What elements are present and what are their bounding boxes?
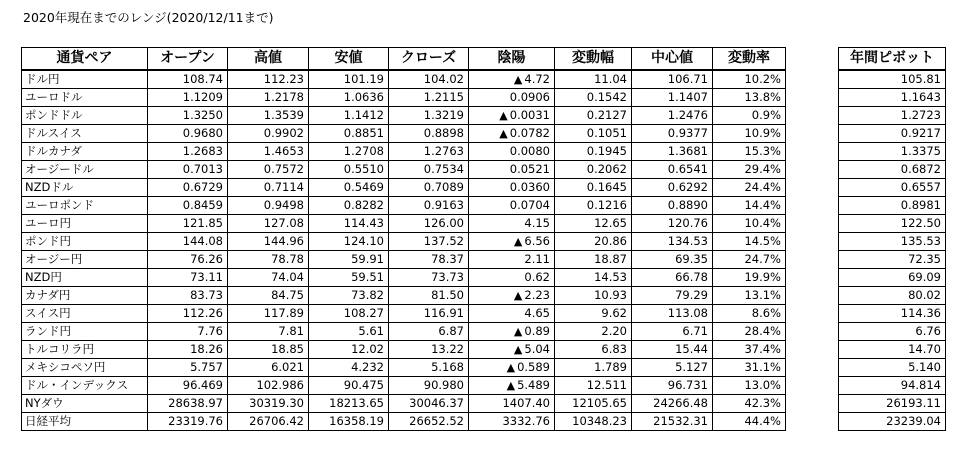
high-cell: 7.81 — [228, 322, 309, 340]
diff-value: 0.0360 — [509, 179, 550, 194]
pair-cell: ユーロポンド — [22, 196, 148, 214]
diff-value: 0.89 — [524, 323, 550, 338]
center-cell: 113.08 — [632, 304, 713, 322]
open-cell: 144.08 — [148, 232, 228, 250]
open-cell: 28638.97 — [148, 394, 228, 412]
table-row — [22, 70, 786, 89]
low-cell: 4.232 — [309, 358, 389, 376]
diff-cell — [469, 322, 555, 340]
close-cell: 1.2115 — [389, 88, 469, 106]
center-cell: 24266.48 — [632, 394, 713, 412]
close-cell: 6.87 — [389, 322, 469, 340]
pivot-row — [839, 88, 946, 106]
range-cell: 14.53 — [555, 268, 632, 286]
pivot-cell: 80.02 — [839, 286, 946, 304]
rate-cell: 14.5% — [713, 232, 786, 250]
rate-cell: 13.1% — [713, 286, 786, 304]
low-cell: 90.475 — [309, 376, 389, 394]
header-row — [22, 48, 786, 70]
low-cell: 1.2708 — [309, 142, 389, 160]
low-cell: 5.61 — [309, 322, 389, 340]
center-cell: 134.53 — [632, 232, 713, 250]
diff-cell — [469, 142, 555, 160]
diff-cell — [469, 178, 555, 196]
diff-value: 6.56 — [524, 233, 550, 248]
up-triangle-icon: ▲ — [513, 72, 523, 86]
close-cell: 0.7534 — [389, 160, 469, 178]
table-row — [22, 358, 786, 376]
pivot-table — [838, 47, 946, 431]
diff-value: 2.23 — [524, 287, 550, 302]
pair-cell: ポンドドル — [22, 106, 148, 124]
open-cell: 1.3250 — [148, 106, 228, 124]
up-triangle-icon: ▲ — [513, 324, 523, 338]
rate-cell: 14.4% — [713, 196, 786, 214]
diff-value: 0.589 — [517, 359, 550, 374]
rate-cell: 15.3% — [713, 142, 786, 160]
pivot-row — [839, 340, 946, 358]
pivot-cell: 122.50 — [839, 214, 946, 232]
center-cell: 0.8890 — [632, 196, 713, 214]
diff-value: 1407.40 — [502, 395, 550, 410]
open-cell: 0.6729 — [148, 178, 228, 196]
diff-cell — [469, 286, 555, 304]
pivot-cell: 1.3375 — [839, 142, 946, 160]
page-title: 2020年現在までのレンジ(2020/12/11まで) — [23, 10, 274, 25]
center-cell: 66.78 — [632, 268, 713, 286]
pivot-cell: 14.70 — [839, 340, 946, 358]
table-row — [22, 412, 786, 430]
open-cell: 112.26 — [148, 304, 228, 322]
open-cell: 1.2683 — [148, 142, 228, 160]
col-header-rate: 変動率 — [713, 48, 786, 70]
up-triangle-icon: ▲ — [513, 234, 523, 248]
pair-cell: ユーロドル — [22, 88, 148, 106]
pivot-row — [839, 232, 946, 250]
open-cell: 0.9680 — [148, 124, 228, 142]
close-cell: 0.8898 — [389, 124, 469, 142]
high-cell: 112.23 — [228, 70, 309, 89]
center-cell: 69.35 — [632, 250, 713, 268]
center-cell: 0.6292 — [632, 178, 713, 196]
close-cell: 116.91 — [389, 304, 469, 322]
diff-value: 4.72 — [524, 71, 550, 86]
diff-value: 5.489 — [517, 377, 550, 392]
diff-value: 2.11 — [524, 251, 550, 266]
low-cell: 1.1412 — [309, 106, 389, 124]
open-cell: 23319.76 — [148, 412, 228, 430]
pivot-row — [839, 250, 946, 268]
rate-cell: 37.4% — [713, 340, 786, 358]
diff-cell — [469, 214, 555, 232]
center-cell: 1.2476 — [632, 106, 713, 124]
high-cell: 18.85 — [228, 340, 309, 358]
rate-cell: 24.7% — [713, 250, 786, 268]
close-cell: 104.02 — [389, 70, 469, 89]
range-cell: 6.83 — [555, 340, 632, 358]
center-cell: 106.71 — [632, 70, 713, 89]
pair-cell: ドルカナダ — [22, 142, 148, 160]
pair-cell: オージー円 — [22, 250, 148, 268]
diff-value: 4.15 — [524, 215, 550, 230]
pivot-row — [839, 358, 946, 376]
pivot-row — [839, 70, 946, 89]
diff-cell — [469, 358, 555, 376]
pivot-cell: 5.140 — [839, 358, 946, 376]
table-row — [22, 394, 786, 412]
open-cell: 0.7013 — [148, 160, 228, 178]
pivot-cell: 1.1643 — [839, 88, 946, 106]
close-cell: 30046.37 — [389, 394, 469, 412]
open-cell: 7.76 — [148, 322, 228, 340]
diff-cell — [469, 376, 555, 394]
pair-cell: ドル・インデックス — [22, 376, 148, 394]
table-row — [22, 250, 786, 268]
table-row — [22, 196, 786, 214]
low-cell: 124.10 — [309, 232, 389, 250]
low-cell: 16358.19 — [309, 412, 389, 430]
col-header-pair: 通貨ペア — [22, 48, 148, 70]
range-cell: 0.1542 — [555, 88, 632, 106]
high-cell: 6.021 — [228, 358, 309, 376]
low-cell: 59.51 — [309, 268, 389, 286]
diff-value: 0.0782 — [509, 125, 550, 140]
diff-cell — [469, 340, 555, 358]
low-cell: 18213.65 — [309, 394, 389, 412]
diff-value: 0.62 — [524, 269, 550, 284]
rate-cell: 8.6% — [713, 304, 786, 322]
table-row — [22, 142, 786, 160]
range-cell: 0.1945 — [555, 142, 632, 160]
pivot-row — [839, 160, 946, 178]
table-row — [22, 304, 786, 322]
low-cell: 73.82 — [309, 286, 389, 304]
pivot-cell: 0.8981 — [839, 196, 946, 214]
low-cell: 12.02 — [309, 340, 389, 358]
high-cell: 84.75 — [228, 286, 309, 304]
close-cell: 1.2763 — [389, 142, 469, 160]
close-cell: 0.7089 — [389, 178, 469, 196]
rate-cell: 0.9% — [713, 106, 786, 124]
range-cell: 18.87 — [555, 250, 632, 268]
col-header-high: 高値 — [228, 48, 309, 70]
low-cell: 114.43 — [309, 214, 389, 232]
range-cell: 1.789 — [555, 358, 632, 376]
pivot-row — [839, 268, 946, 286]
col-header-low: 安値 — [309, 48, 389, 70]
rate-cell: 13.0% — [713, 376, 786, 394]
pair-cell: ユーロ円 — [22, 214, 148, 232]
pivot-cell: 0.6872 — [839, 160, 946, 178]
range-cell: 12.65 — [555, 214, 632, 232]
low-cell: 0.8282 — [309, 196, 389, 214]
col-header-center: 中心値 — [632, 48, 713, 70]
range-cell: 9.62 — [555, 304, 632, 322]
pivot-cell: 6.76 — [839, 322, 946, 340]
pivot-cell: 94.814 — [839, 376, 946, 394]
range-cell: 20.86 — [555, 232, 632, 250]
pivot-row — [839, 394, 946, 412]
range-cell: 10348.23 — [555, 412, 632, 430]
high-cell: 1.3539 — [228, 106, 309, 124]
open-cell: 18.26 — [148, 340, 228, 358]
diff-value: 0.0080 — [509, 143, 550, 158]
open-cell: 96.469 — [148, 376, 228, 394]
pair-cell: ドルスイス — [22, 124, 148, 142]
table-row — [22, 376, 786, 394]
open-cell: 83.73 — [148, 286, 228, 304]
up-triangle-icon: ▲ — [499, 108, 508, 122]
diff-value: 0.0906 — [509, 89, 550, 104]
close-cell: 81.50 — [389, 286, 469, 304]
close-cell: 90.980 — [389, 376, 469, 394]
high-cell: 74.04 — [228, 268, 309, 286]
rate-cell: 29.4% — [713, 160, 786, 178]
low-cell: 0.5469 — [309, 178, 389, 196]
table-row — [22, 178, 786, 196]
high-cell: 102.986 — [228, 376, 309, 394]
rate-cell: 10.2% — [713, 70, 786, 89]
high-cell: 78.78 — [228, 250, 309, 268]
open-cell: 5.757 — [148, 358, 228, 376]
diff-cell — [469, 250, 555, 268]
pivot-row — [839, 178, 946, 196]
col-header-close: クローズ — [389, 48, 469, 70]
open-cell: 76.26 — [148, 250, 228, 268]
range-cell: 0.1051 — [555, 124, 632, 142]
diff-cell — [469, 394, 555, 412]
pivot-cell: 26193.11 — [839, 394, 946, 412]
pivot-row — [839, 304, 946, 322]
pair-cell: NZD円 — [22, 268, 148, 286]
close-cell: 5.168 — [389, 358, 469, 376]
pivot-cell: 0.6557 — [839, 178, 946, 196]
pair-cell: ドル円 — [22, 70, 148, 89]
rate-cell: 44.4% — [713, 412, 786, 430]
pair-cell: 日経平均 — [22, 412, 148, 430]
pivot-row — [839, 412, 946, 430]
pair-cell: トルコリラ円 — [22, 340, 148, 358]
rate-cell: 13.8% — [713, 88, 786, 106]
pivot-cell: 135.53 — [839, 232, 946, 250]
center-cell: 15.44 — [632, 340, 713, 358]
diff-cell — [469, 232, 555, 250]
pair-cell: ポンド円 — [22, 232, 148, 250]
high-cell: 117.89 — [228, 304, 309, 322]
up-triangle-icon: ▲ — [513, 288, 523, 302]
diff-value: 0.0521 — [509, 161, 550, 176]
up-triangle-icon: ▲ — [506, 378, 516, 392]
high-cell: 0.7572 — [228, 160, 309, 178]
center-cell: 96.731 — [632, 376, 713, 394]
low-cell: 59.91 — [309, 250, 389, 268]
diff-value: 5.04 — [524, 341, 550, 356]
diff-cell — [469, 88, 555, 106]
diff-cell — [469, 268, 555, 286]
pivot-cell: 0.9217 — [839, 124, 946, 142]
pivot-row — [839, 214, 946, 232]
pivot-row — [839, 286, 946, 304]
pivot-row — [839, 196, 946, 214]
diff-cell — [469, 412, 555, 430]
center-cell: 79.29 — [632, 286, 713, 304]
table-row — [22, 340, 786, 358]
pivot-cell: 23239.04 — [839, 412, 946, 430]
col-header-pivot: 年間ピボット — [839, 48, 946, 70]
pivot-cell: 69.09 — [839, 268, 946, 286]
center-cell: 1.3681 — [632, 142, 713, 160]
up-triangle-icon: ▲ — [506, 360, 516, 374]
close-cell: 73.73 — [389, 268, 469, 286]
low-cell: 108.27 — [309, 304, 389, 322]
high-cell: 30319.30 — [228, 394, 309, 412]
open-cell: 73.11 — [148, 268, 228, 286]
close-cell: 78.37 — [389, 250, 469, 268]
rate-cell: 10.9% — [713, 124, 786, 142]
close-cell: 1.3219 — [389, 106, 469, 124]
table-row — [22, 106, 786, 124]
pivot-cell: 105.81 — [839, 70, 946, 89]
center-cell: 6.71 — [632, 322, 713, 340]
high-cell: 26706.42 — [228, 412, 309, 430]
diff-value: 0.0031 — [509, 107, 550, 122]
diff-cell — [469, 124, 555, 142]
range-cell: 0.2062 — [555, 160, 632, 178]
diff-value: 4.65 — [524, 305, 550, 320]
range-cell: 2.20 — [555, 322, 632, 340]
pair-cell: スイス円 — [22, 304, 148, 322]
range-cell: 0.1645 — [555, 178, 632, 196]
pivot-cell: 1.2723 — [839, 106, 946, 124]
rate-cell: 19.9% — [713, 268, 786, 286]
table-row — [22, 322, 786, 340]
rate-cell: 28.4% — [713, 322, 786, 340]
range-cell: 12105.65 — [555, 394, 632, 412]
rate-cell: 42.3% — [713, 394, 786, 412]
high-cell: 0.9498 — [228, 196, 309, 214]
range-cell: 0.2127 — [555, 106, 632, 124]
pair-cell: カナダ円 — [22, 286, 148, 304]
high-cell: 144.96 — [228, 232, 309, 250]
pivot-cell: 72.35 — [839, 250, 946, 268]
pivot-row — [839, 106, 946, 124]
high-cell: 127.08 — [228, 214, 309, 232]
rate-cell: 24.4% — [713, 178, 786, 196]
pivot-header-row — [839, 48, 946, 70]
open-cell: 121.85 — [148, 214, 228, 232]
center-cell: 0.9377 — [632, 124, 713, 142]
center-cell: 5.127 — [632, 358, 713, 376]
center-cell: 0.6541 — [632, 160, 713, 178]
pivot-row — [839, 124, 946, 142]
open-cell: 108.74 — [148, 70, 228, 89]
col-header-diff: 陰陽 — [469, 48, 555, 70]
high-cell: 1.2178 — [228, 88, 309, 106]
range-table — [21, 47, 786, 431]
close-cell: 26652.52 — [389, 412, 469, 430]
diff-value: 3332.76 — [502, 413, 550, 428]
center-cell: 21532.31 — [632, 412, 713, 430]
pivot-row — [839, 322, 946, 340]
table-row — [22, 124, 786, 142]
pair-cell: オージードル — [22, 160, 148, 178]
pair-cell: メキシコペソ円 — [22, 358, 148, 376]
high-cell: 0.9902 — [228, 124, 309, 142]
low-cell: 0.8851 — [309, 124, 389, 142]
range-cell: 12.511 — [555, 376, 632, 394]
diff-value: 0.0704 — [509, 197, 550, 212]
range-cell: 11.04 — [555, 70, 632, 89]
range-cell: 10.93 — [555, 286, 632, 304]
pivot-cell: 114.36 — [839, 304, 946, 322]
low-cell: 0.5510 — [309, 160, 389, 178]
table-row — [22, 88, 786, 106]
pair-cell: NZDドル — [22, 178, 148, 196]
up-triangle-icon: ▲ — [499, 126, 508, 140]
range-cell: 0.1216 — [555, 196, 632, 214]
close-cell: 0.9163 — [389, 196, 469, 214]
table-row — [22, 214, 786, 232]
table-row — [22, 286, 786, 304]
diff-cell — [469, 70, 555, 89]
pivot-row — [839, 142, 946, 160]
rate-cell: 10.4% — [713, 214, 786, 232]
rate-cell: 31.1% — [713, 358, 786, 376]
table-row — [22, 160, 786, 178]
table-row — [22, 232, 786, 250]
center-cell: 1.1407 — [632, 88, 713, 106]
table-row — [22, 268, 786, 286]
open-cell: 0.8459 — [148, 196, 228, 214]
diff-cell — [469, 196, 555, 214]
pivot-row — [839, 376, 946, 394]
low-cell: 1.0636 — [309, 88, 389, 106]
pair-cell: ランド円 — [22, 322, 148, 340]
diff-cell — [469, 106, 555, 124]
diff-cell — [469, 160, 555, 178]
col-header-range: 変動幅 — [555, 48, 632, 70]
high-cell: 0.7114 — [228, 178, 309, 196]
high-cell: 1.4653 — [228, 142, 309, 160]
close-cell: 126.00 — [389, 214, 469, 232]
low-cell: 101.19 — [309, 70, 389, 89]
open-cell: 1.1209 — [148, 88, 228, 106]
pair-cell: NYダウ — [22, 394, 148, 412]
close-cell: 137.52 — [389, 232, 469, 250]
close-cell: 13.22 — [389, 340, 469, 358]
up-triangle-icon: ▲ — [513, 342, 523, 356]
diff-cell — [469, 304, 555, 322]
col-header-open: オープン — [148, 48, 228, 70]
center-cell: 120.76 — [632, 214, 713, 232]
